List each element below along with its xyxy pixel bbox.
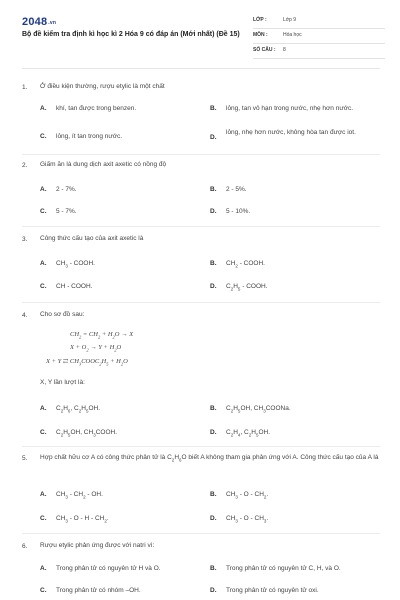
option-letter: B. <box>210 565 217 572</box>
option-text: $C_2H_6$, $C_2H_5OH$. <box>56 405 101 414</box>
divider <box>22 533 380 534</box>
option-text: $C_2H_4$, $C_2H_5OH$. <box>226 429 271 438</box>
option-text: $CH_3$ - O - $CH_3$. <box>226 515 269 524</box>
option-letter: A. <box>40 260 47 267</box>
meta-row-subject <box>253 29 385 44</box>
option-text: $C_2H_5OH$, $CH_3COOH$. <box>56 429 118 438</box>
option-letter: C. <box>40 133 47 140</box>
option-text: 2 - 7%. <box>56 186 77 193</box>
option-text: lỏng, ít tan trong nước. <box>56 133 123 140</box>
question-number: 2. <box>22 162 28 169</box>
option-text: Trong phân tử có nguyên tử H và O. <box>56 565 161 572</box>
option-letter: C. <box>40 429 47 436</box>
divider <box>22 226 380 227</box>
option-text: $CH_3$ - COOH. <box>56 260 95 269</box>
option-text: $CH_3$ - O - $CH_2$. <box>226 491 269 500</box>
option-text: lỏng, tan vô hạn trong nước, nhẹ hơn nước. <box>226 105 354 112</box>
option-letter: C. <box>40 515 47 522</box>
option-text: $CH_3 - CH_2$ - OH. <box>56 491 103 500</box>
question-text: Cho sơ đồ sau: <box>40 311 85 318</box>
option-letter: C. <box>40 587 47 594</box>
question-text: Hợp chất hữu cơ A có công thức phân tử là $C_2H_6O$ biết A không tham gia phản ứng với A. Công thức cấu tạo của A là <box>40 454 379 463</box>
option-text: Trong phân tử có nguyên tử oxi. <box>226 587 319 594</box>
site-logo[interactable]: 2048.vn <box>22 16 57 28</box>
option-letter: C. <box>40 208 47 215</box>
option-letter: D. <box>210 208 217 215</box>
option-letter: A. <box>40 565 47 572</box>
document-title: Bộ đề kiểm tra định kì học kì 2 Hóa 9 có đáp án (Mới nhất) (Đề 15) <box>22 31 240 38</box>
meta-value: Hóa học <box>283 32 302 38</box>
header <box>0 0 400 78</box>
option-letter: B. <box>210 186 217 193</box>
option-letter: D. <box>210 283 217 290</box>
option-letter: A. <box>40 491 47 498</box>
meta-value: 8 <box>283 47 286 53</box>
question-text: Công thức cấu tạo của axit axetic là <box>40 235 144 242</box>
option-text: 2 - 5%. <box>226 186 247 193</box>
option-letter: B. <box>210 491 217 498</box>
question-subtext: X, Y lần lượt là: <box>40 379 85 386</box>
option-letter: D. <box>210 134 217 141</box>
option-letter: B. <box>210 405 217 412</box>
question-number: 3. <box>22 236 28 243</box>
meta-row-class <box>253 14 385 29</box>
header-divider <box>22 68 380 69</box>
divider <box>22 446 380 447</box>
option-text: 5 - 7%. <box>56 208 77 215</box>
meta-label: LỚP : <box>253 17 267 23</box>
meta-row-count <box>253 44 385 59</box>
question-text: Rượu etylic phản ứng được với natri vì: <box>40 542 155 549</box>
divider <box>22 302 380 303</box>
divider <box>22 154 380 155</box>
option-letter: B. <box>210 105 217 112</box>
question-number: 1. <box>22 84 28 91</box>
option-text: $C_2H_5OH$, $CH_3COONa$. <box>226 405 291 414</box>
option-letter: D. <box>210 429 217 436</box>
option-text: $CH_3$ - O - H - $CH_2$. <box>56 515 109 524</box>
reaction-line-2: $X + O_2 \to Y + H_2O$ <box>70 344 122 353</box>
question-text: Giấm ăn là dung dịch axit axetic có nồng độ <box>40 161 167 168</box>
option-letter: D. <box>210 515 217 522</box>
option-text: khí, tan được trong benzen. <box>56 105 137 112</box>
option-text: Trong phân tử có nhóm –OH. <box>56 587 141 594</box>
option-text: lỏng, nhẹ hơn nước, không hòa tan được iot. <box>226 129 356 136</box>
option-letter: D. <box>210 587 217 594</box>
meta-info <box>253 14 385 59</box>
meta-label: SỐ CÂU : <box>253 47 276 53</box>
meta-value: Lớp 9 <box>283 17 297 23</box>
option-text: $C_2H_5$ - COOH. <box>226 283 268 292</box>
option-letter: A. <box>40 405 47 412</box>
reaction-line-3: X + Y ⇄ $CH_3COOC_2H_5 + H_2O$ <box>46 357 128 366</box>
question-number: 5. <box>22 455 28 462</box>
option-letter: A. <box>40 105 47 112</box>
question-text: Ở điều kiện thường, rượu etylic là một chất <box>40 83 165 90</box>
question-number: 4. <box>22 312 28 319</box>
option-letter: A. <box>40 186 47 193</box>
option-letter: C. <box>40 283 47 290</box>
reaction-scheme <box>46 329 210 369</box>
option-text: Trong phân tử có nguyên tử C, H, và O. <box>226 565 341 572</box>
option-text: 5 - 10%. <box>226 208 251 215</box>
meta-label: MÔN : <box>253 32 268 38</box>
option-text: $CH_2$ - COOH. <box>226 260 265 269</box>
reaction-line-1: $CH_2 = CH_2 + H_2O \to X$ <box>70 331 134 340</box>
question-number: 6. <box>22 543 28 550</box>
option-text: CH - COOH. <box>56 283 93 290</box>
option-letter: B. <box>210 260 217 267</box>
